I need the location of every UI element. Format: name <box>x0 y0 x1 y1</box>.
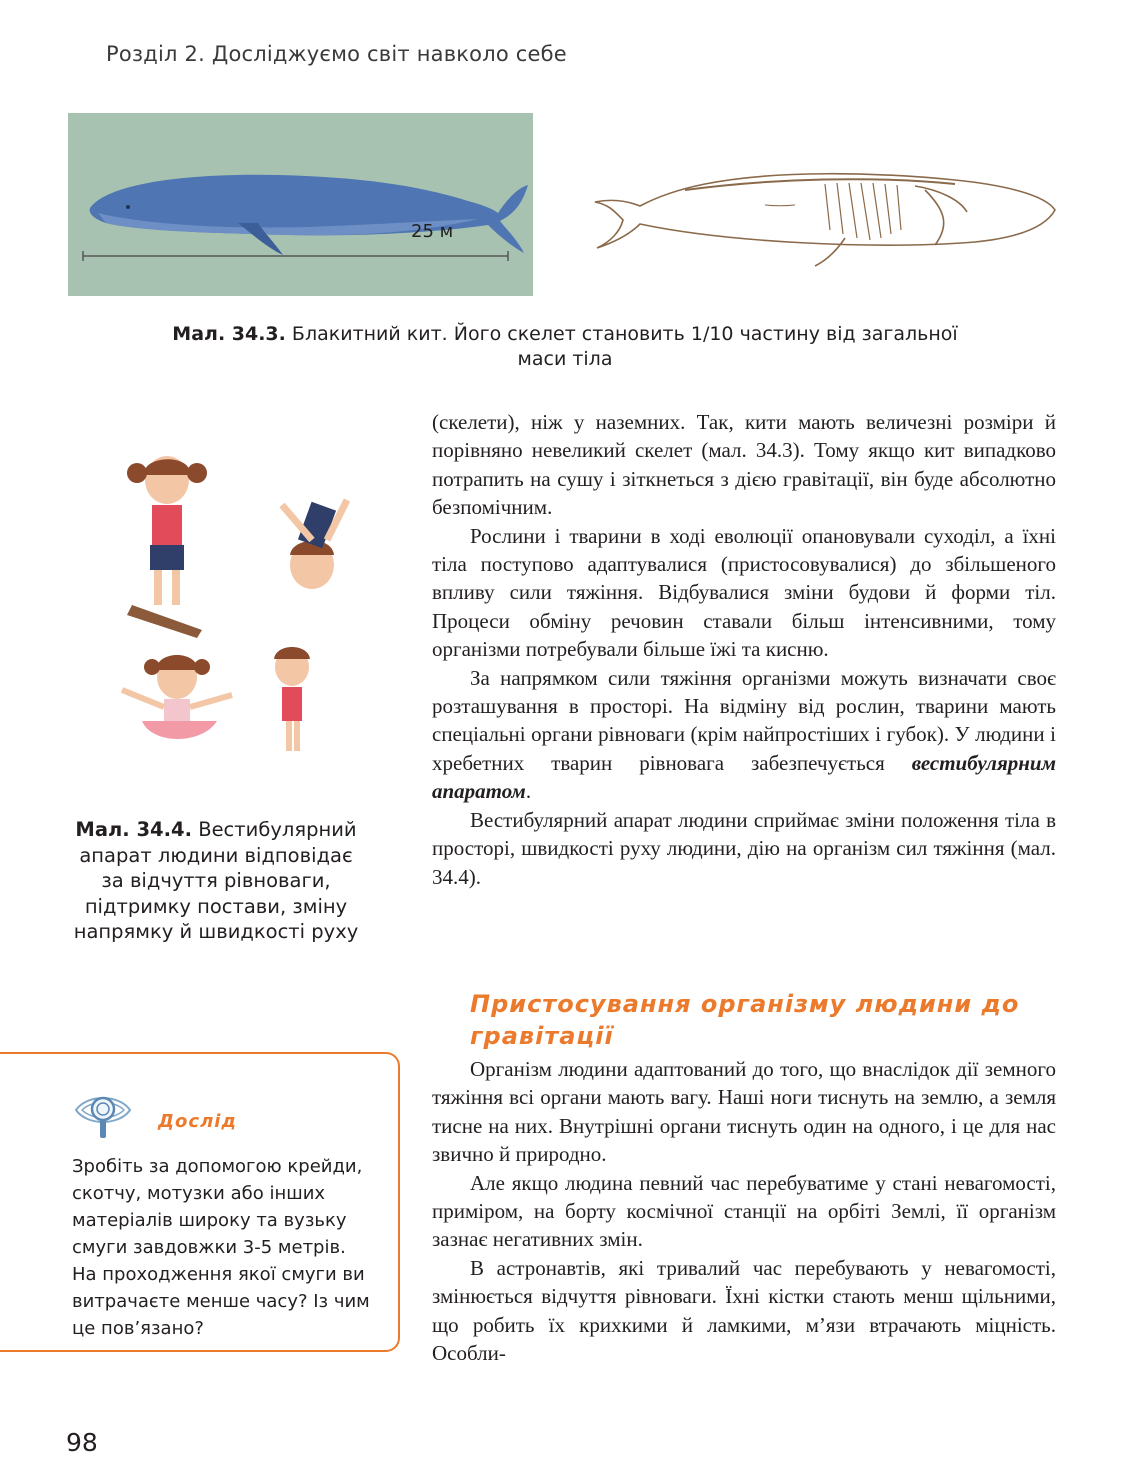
caption-number: Мал. 34.4. <box>75 818 192 841</box>
figure-caption-34-3 <box>150 322 980 372</box>
paragraph: Рослини і тварини в ході еволюції опановували суходіл, а їхні тіла поступово адаптувалися (пристосовувалися) до збільшеного впливу сили тяжіння. Відбувалися зміни будови й форми тіл. Процеси обміну речовин ставали більш інтенсивними, тому організми потребували більше їжі та кисню. <box>432 523 1056 662</box>
girls-drawing <box>82 445 387 780</box>
eye-magnifier-icon <box>72 1080 134 1142</box>
blue-whale-drawing <box>68 113 533 296</box>
paragraph: Організм людини адаптований до того, що внаслідок дії земного тяжіння всі органи мають вагу. Наші ноги тиснуть на землю, а земля тисне на них. Внутрішні органи тиснуть один на одного, і це для нас звично й природно. <box>432 1057 1056 1167</box>
paragraph: Вестибулярний апарат людини сприймає зміни положення тіла в просторі, швидкості руху людини, дію на організм сил тяжіння (мал. 34.4). <box>432 807 1056 889</box>
whale-length-label: 25 м <box>411 221 454 242</box>
body-text-lower <box>432 1055 1056 1367</box>
experiment-title: Дослід <box>158 1111 237 1132</box>
paragraph: Але якщо людина певний час перебуватиме у стані невагомості, приміром, на борту космічної станції на орбіті Землі, її організм зазнає негативних змін. <box>432 1170 1056 1252</box>
paragraph: В астронавтів, які тривалий час перебувають у невагомості, змінюється відчуття рівноваги. Їхні кістки стають менш щільними, що робить їх крихкими й ламкими, м’язи втрачають міцність. Особли- <box>432 1255 1056 1366</box>
body-text-upper <box>432 408 1056 891</box>
caption-number: Мал. 34.3. <box>172 323 286 345</box>
balance-girls-illustration <box>82 445 387 780</box>
term-vestibular: вестибулярним апаратом <box>432 750 1056 804</box>
caption-text: Вестибулярний апарат людини відповідає за відчуття рівноваги, підтримку постави, зміну напрямку й швидкості руху <box>73 818 359 943</box>
whale-illustration <box>68 113 533 296</box>
paragraph: За напрямком сили тяжіння організми можуть визначати своє розташування в просторі. На відміну від рослин, тварини мають спеціальні органи рівноваги (крім найпростіших і губок). У людини і хребетних тварин рівновага забезпечується вестибулярним апаратом. <box>432 665 1056 804</box>
figure-caption-34-4 <box>66 817 366 945</box>
section-heading: Пристосування організму людини до гравітації <box>470 990 1020 1050</box>
whale-skeleton-illustration <box>575 150 1065 275</box>
experiment-text: Зробіть за допомогою крейди, скотчу, мотузки або інших матеріалів широку та вузьку смуги завдовжки 3-5 метрів. На проходження якої смуги ви витрачаєте менше часу? Із чим це пов’язано? <box>72 1156 370 1339</box>
running-header: Розділ 2. Досліджуємо світ навколо себе <box>106 42 567 66</box>
page-number: 98 <box>66 1428 98 1457</box>
whale-skeleton-drawing <box>575 150 1065 275</box>
paragraph: (скелети), ніж у наземних. Так, кити мають величезні розміри й порівняно невеликий скелет (мал. 34.3). Тому якщо кит випадково потрапить на сушу і зіткнеться з дією гравітації, він буде абсолютно безпомічним. <box>432 410 1056 520</box>
caption-text: Блакитний кит. Його скелет становить 1/10 частину від загальної маси тіла <box>291 323 958 370</box>
